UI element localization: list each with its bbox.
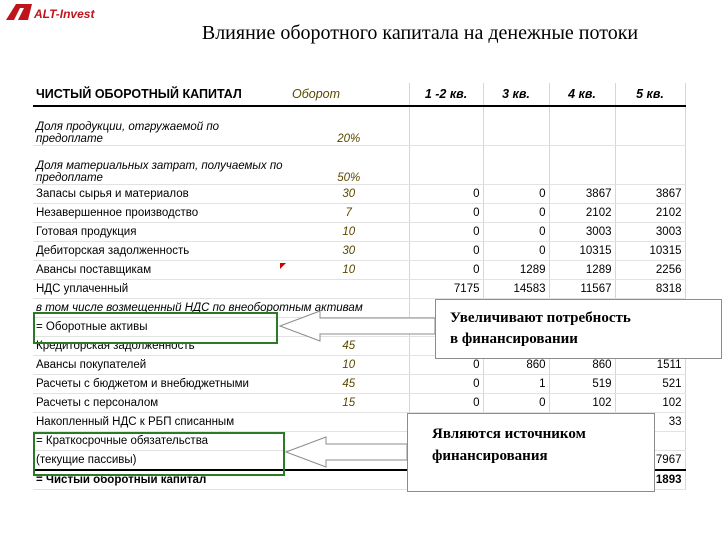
arrow-to-current-liabilities — [286, 437, 407, 467]
cell-turn: 10 — [289, 261, 409, 280]
cell-turn: 20% — [289, 106, 409, 146]
page-title: Влияние оборотного капитала на денежные потоки — [201, 22, 639, 44]
cell-q5: 3003 — [615, 223, 685, 242]
callout-financing-source — [407, 413, 655, 492]
header-q12: 1 -2 кв. — [409, 83, 483, 106]
cell-q4: 519 — [549, 375, 615, 394]
row-label: Накопленный НДС к РБП списанным — [33, 413, 289, 432]
cell-q12: 0 — [409, 223, 483, 242]
cell-q12: 0 — [409, 394, 483, 413]
cell-q3: 0 — [483, 394, 549, 413]
cell-q5: 7967 — [615, 451, 685, 471]
cell-q4: 10315 — [549, 242, 615, 261]
cell-q12: 0 — [409, 242, 483, 261]
cell-turn: 50% — [289, 146, 409, 185]
cell-q5: 1511 — [615, 356, 685, 375]
callout-increase-need — [435, 299, 722, 359]
cell-q3: 0 — [483, 242, 549, 261]
header-q4: 4 кв. — [549, 83, 615, 106]
cell-q12: 0 — [409, 261, 483, 280]
callout-source-line1: Являются источником — [432, 426, 586, 442]
cell-q4: 3003 — [549, 223, 615, 242]
cell-q3: 1 — [483, 375, 549, 394]
row-label: Расчеты с бюджетом и внебюджетными — [33, 375, 289, 394]
row-label: = Чистый оборотный капитал — [33, 470, 289, 490]
cell-turn: 7 — [289, 204, 409, 223]
callout-source-line2: финансирования — [432, 448, 548, 464]
cell-q5: 33 — [615, 413, 685, 432]
cell-q12: 0 — [409, 185, 483, 204]
row-label: = Оборотные активы — [33, 318, 289, 337]
row-label: Доля продукции, отгружаемой по предоплате — [33, 106, 289, 146]
cell-q3: 0 — [483, 185, 549, 204]
header-turnover: Оборот — [289, 83, 409, 106]
row-label: Авансы покупателей — [33, 356, 289, 375]
row-label: Авансы поставщикам — [33, 261, 289, 280]
cell-q3: 860 — [483, 356, 549, 375]
cell-q4: 1289 — [549, 261, 615, 280]
cell-q5: 2256 — [615, 261, 685, 280]
header-q3: 3 кв. — [483, 83, 549, 106]
row-label: Запасы сырья и материалов — [33, 185, 289, 204]
cell-q3: 0 — [483, 204, 549, 223]
cell-q12: 0 — [409, 375, 483, 394]
logo-text: ALT-Invest — [34, 7, 95, 21]
cell-q4: 102 — [549, 394, 615, 413]
cell-q4: 2102 — [549, 204, 615, 223]
cell-turn: 15 — [289, 394, 409, 413]
cell-turn: 30 — [289, 185, 409, 204]
cell-q5: 8318 — [615, 280, 685, 299]
row-label: Готовая продукция — [33, 223, 289, 242]
cell-turn: 45 — [289, 337, 409, 356]
cell-turn: 10 — [289, 356, 409, 375]
row-label: Расчеты с персоналом — [33, 394, 289, 413]
callout-increase-line2: в финансировании — [450, 331, 578, 347]
cell-q4: 860 — [549, 356, 615, 375]
cell-q12: 0 — [409, 204, 483, 223]
cell-q5: 102 — [615, 394, 685, 413]
cell-q4: 11567 — [549, 280, 615, 299]
row-label: Дебиторская задолженность — [33, 242, 289, 261]
row-label: (текущие пассивы) — [33, 451, 289, 471]
arrow-to-current-assets — [280, 311, 435, 341]
cell-q3: 0 — [483, 223, 549, 242]
cell-q12: 7175 — [409, 280, 483, 299]
row-label: в том числе возмещенный НДС по внеоборотным активам — [33, 299, 289, 318]
cell-q12: 0 — [409, 356, 483, 375]
row-label: = Краткосрочные обязательства — [33, 432, 289, 451]
cell-q5: 10315 — [615, 242, 685, 261]
row-label: НДС уплаченный — [33, 280, 289, 299]
header-label: ЧИСТЫЙ ОБОРОТНЫЙ КАПИТАЛ — [33, 83, 289, 106]
row-label: Незавершенное производство — [33, 204, 289, 223]
cell-turn: 45 — [289, 375, 409, 394]
callout-increase-line1: Увеличивают потребность — [450, 310, 631, 326]
row-label: Кредиторская задолженность — [33, 337, 289, 356]
row-label: Доля материальных затрат, получаемых по предоплате — [33, 146, 289, 185]
header-q5: 5 кв. — [615, 83, 685, 106]
cell-q4: 3867 — [549, 185, 615, 204]
cell-q5: 521 — [615, 375, 685, 394]
cell-q3: 14583 — [483, 280, 549, 299]
cell-turn: 10 — [289, 223, 409, 242]
cell-q5: 3867 — [615, 185, 685, 204]
cell-q5: 1893 — [615, 470, 685, 490]
cell-q5: 2102 — [615, 204, 685, 223]
cell-q3: 1289 — [483, 261, 549, 280]
cell-turn: 30 — [289, 242, 409, 261]
